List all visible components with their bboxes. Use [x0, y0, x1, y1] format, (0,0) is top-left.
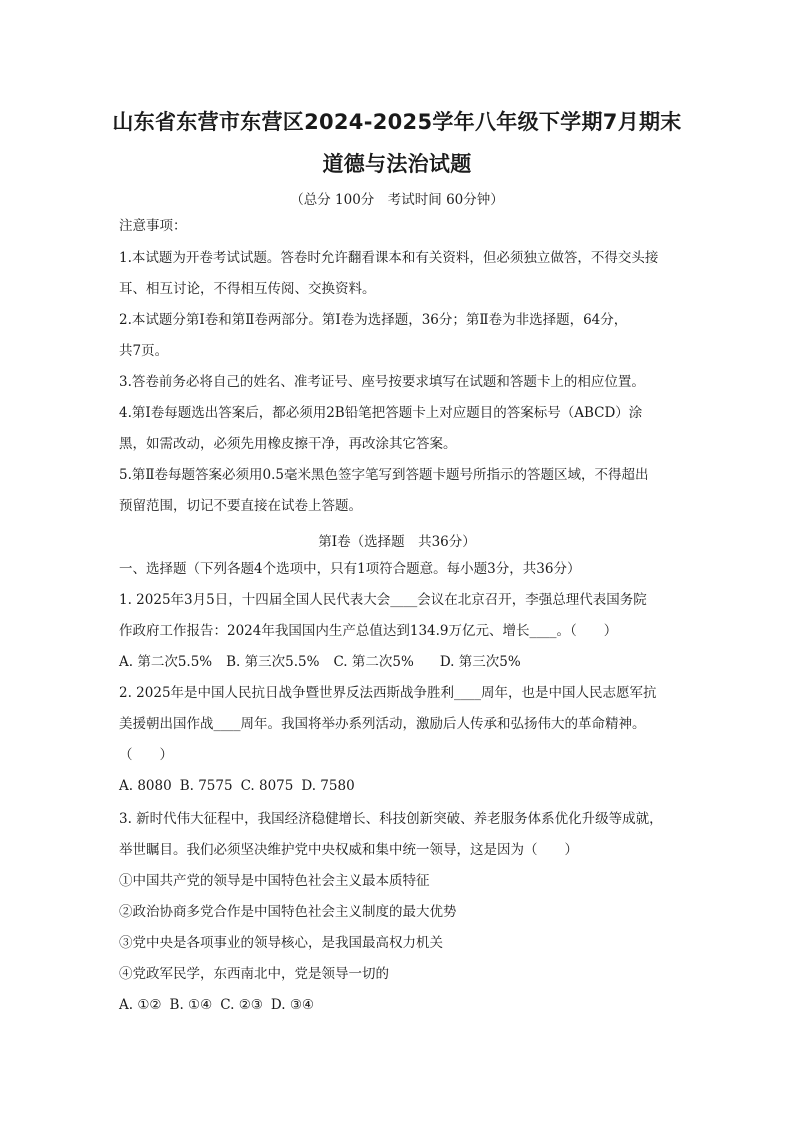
q3-line: 举世瞩目。我们必须坚决维护党中央权威和集中统一领导，这是因为（ ）: [119, 842, 578, 858]
note-line: 预留范围，切记不要直接在试卷上答题。: [119, 498, 362, 514]
q2-line: 美援朝出国作战____周年。我国将举办系列活动，激励后人传承和弘扬伟大的革命精神。: [119, 716, 646, 732]
q1-options: [119, 654, 689, 670]
note-line: 1.本试题为开卷考试试题。答卷时允许翻看课本和有关资料，但必须独立做答，不得交头接: [119, 250, 659, 266]
note-line: 耳、相互讨论，不得相互传阅、交换资料。: [119, 281, 376, 297]
exam-subtitle: （总分 100分 考试时间 60分钟）: [290, 192, 504, 208]
exam-title-line1: 山东省东营市东营区2024-2025学年八年级下学期7月期末: [112, 110, 682, 134]
q2-line: （ ）: [119, 747, 173, 763]
note-line: 共7页。: [119, 343, 169, 359]
note-line: 2.本试题分第Ⅰ卷和第Ⅱ卷两部分。第Ⅰ卷为选择题，36分；第Ⅱ卷为非选择题，64分，: [119, 312, 628, 328]
q3-statement: ③党中央是各项事业的领导核心，是我国最高权力机关: [119, 935, 443, 951]
q2-line: 2. 2025年是中国人民抗日战争暨世界反法西斯战争胜利____周年，也是中国人民志愿军抗: [119, 685, 657, 701]
q3-option-d: D. ③④: [270, 997, 315, 1013]
q3-statement: ④党政军民学，东西南北中，党是领导一切的: [119, 966, 389, 982]
q1-option-b: B. 第三次5.5%: [226, 654, 320, 670]
q3-statement: ①中国共产党的领导是中国特色社会主义最本质特征: [119, 873, 430, 889]
q2-option-b: B. 7575: [179, 778, 233, 794]
notes-heading: 注意事项：: [119, 218, 187, 234]
note-line: 4.第Ⅰ卷每题选出答案后，都必须用2B铅笔把答题卡上对应题目的答案标号（ABCD）涂: [119, 405, 643, 421]
q3-option-a: A. ①②: [119, 997, 162, 1013]
q2-options: [119, 778, 689, 794]
q1-line: 1. 2025年3月5日，十四届全国人民代表大会____会议在北京召开，李强总理代表国务院: [119, 592, 647, 608]
q1-option-c: C. 第二次5%: [333, 654, 414, 670]
q3-line: 3. 新时代伟大征程中，我国经济稳健增长、科技创新突破、养老服务体系优化升级等成就，: [119, 811, 663, 827]
q3-option-c: C. ②③: [220, 997, 263, 1013]
q2-option-a: A. 8080: [119, 778, 172, 794]
q1-line: 作政府工作报告：2024年我国国内生产总值达到134.9万亿元、增长____。（ ）: [119, 623, 618, 639]
q3-statement: ②政治协商多党合作是中国特色社会主义制度的最大优势: [119, 904, 457, 920]
q1-option-a: A. 第二次5.5%: [119, 654, 213, 670]
note-line: 黑，如需改动，必须先用橡皮擦干净，再改涂其它答案。: [119, 436, 457, 452]
note-line: 5.第Ⅱ卷每题答案必须用0.5毫米黑色签字笔写到答题卡题号所指示的答题区域，不得超出: [119, 467, 649, 483]
part1-heading: 一、选择题（下列各题4个选项中，只有1项符合题意。每小题3分，共36分）: [119, 561, 581, 577]
note-line: 3.答卷前务必将自己的姓名、准考证号、座号按要求填写在试题和答题卡上的相应位置。: [119, 374, 645, 390]
q2-option-c: C. 8075: [240, 778, 294, 794]
q3-option-b: B. ①④: [169, 997, 213, 1013]
exam-title-line2: 道德与法治试题: [322, 152, 472, 176]
q2-option-d: D. 7580: [301, 778, 355, 794]
q1-option-d: D. 第三次5%: [439, 654, 521, 670]
section1-heading: 第Ⅰ卷（选择题 共36分）: [318, 534, 476, 550]
q3-options: [119, 997, 689, 1013]
